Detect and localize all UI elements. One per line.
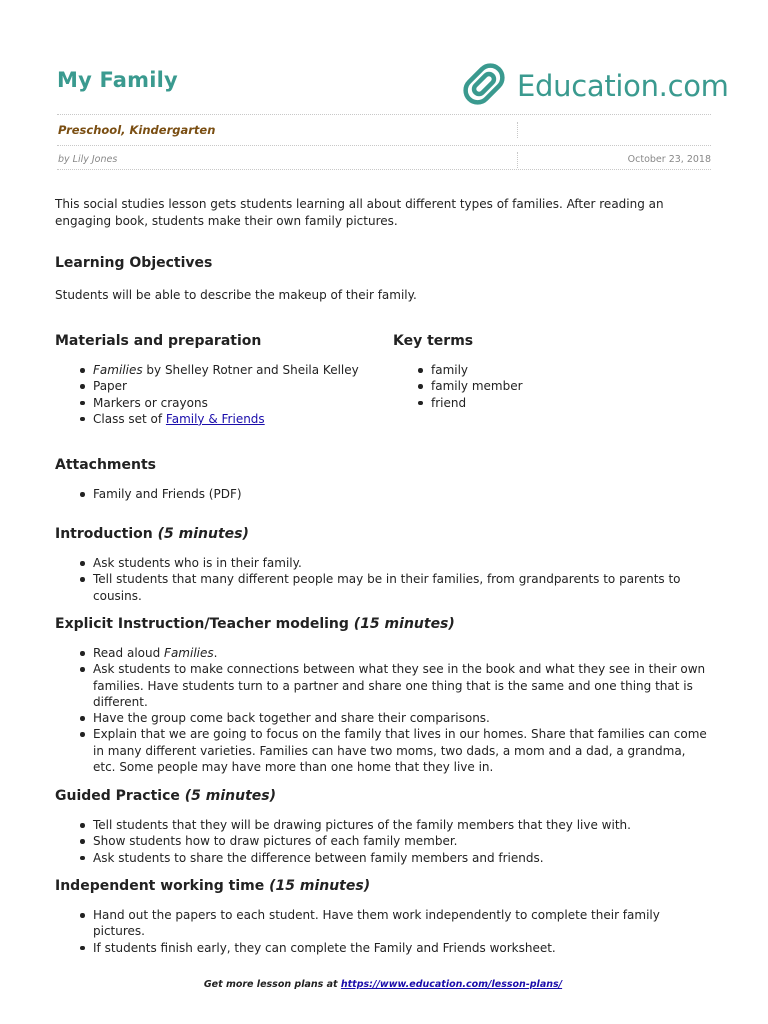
list-item: Have the group come back together and share their comparisons. xyxy=(55,710,711,726)
duration: (5 minutes) xyxy=(157,526,249,542)
list-item: Ask students who is in their family. xyxy=(55,555,711,571)
list-item: family xyxy=(393,362,693,378)
header-divider xyxy=(57,169,711,170)
list-item: Paper xyxy=(55,378,385,394)
footer: Get more lesson plans at https://www.education.com/lesson-plans/ xyxy=(203,979,563,990)
list-item: If students finish early, they can complete the Family and Friends worksheet. xyxy=(55,940,711,956)
logo-wordmark: Education.com xyxy=(517,69,729,103)
header-vertical-divider xyxy=(517,152,518,168)
materials-heading: Materials and preparation xyxy=(55,333,262,349)
guided-practice-list xyxy=(55,817,711,866)
explicit-instruction-list xyxy=(55,645,711,775)
list-item: Families by Shelley Rotner and Sheila Kelley xyxy=(55,362,385,378)
list-item: Markers or crayons xyxy=(55,395,385,411)
duration: (5 minutes) xyxy=(184,788,277,804)
introduction-list xyxy=(55,555,711,604)
attachments-list xyxy=(55,486,711,502)
list-item: family member xyxy=(393,378,693,394)
list-item: Show students how to draw pictures of each family member. xyxy=(55,833,711,849)
attachment-item[interactable]: Family and Friends (PDF) xyxy=(55,486,711,502)
guided-practice-heading: Guided Practice (5 minutes) xyxy=(55,788,277,804)
author-byline: by Lily Jones xyxy=(58,154,118,165)
list-item: Read aloud Families. xyxy=(55,645,711,661)
introduction-heading: Introduction (5 minutes) xyxy=(55,526,249,542)
materials-list xyxy=(55,362,385,427)
header-divider xyxy=(57,114,711,115)
list-item: Tell students that many different people may be in their families, from grandparents to parents to cousins. xyxy=(55,571,711,604)
key-terms-list xyxy=(393,362,693,411)
learning-objectives-text: Students will be able to describe the makeup of their family. xyxy=(55,288,417,302)
page-title: My Family xyxy=(57,68,178,92)
header-divider xyxy=(57,145,711,146)
header-vertical-divider xyxy=(517,122,518,138)
paperclip-logo-icon xyxy=(455,55,513,113)
list-item: Hand out the papers to each student. Have them work independently to complete their family pictures. xyxy=(55,907,711,940)
list-item: Tell students that they will be drawing pictures of the family members that they live with. xyxy=(55,817,711,833)
list-item: friend xyxy=(393,395,693,411)
learning-objectives-heading: Learning Objectives xyxy=(55,255,213,271)
lesson-plan-page xyxy=(55,0,729,1024)
list-item: Ask students to make connections between what they see in the book and what they see in their own families. Have students turn to a partner and share one thing that is the same and one thing that is different. xyxy=(55,661,711,710)
independent-working-list xyxy=(55,907,711,956)
book-title: Families xyxy=(93,363,143,377)
education-com-logo[interactable] xyxy=(455,55,729,113)
duration: (15 minutes) xyxy=(353,616,455,632)
attachments-heading: Attachments xyxy=(55,457,157,473)
key-terms-heading: Key terms xyxy=(393,333,474,349)
book-title: Families xyxy=(164,646,214,660)
duration: (15 minutes) xyxy=(269,878,371,894)
grade-level: Preschool, Kindergarten xyxy=(58,123,216,137)
list-item: Explain that we are going to focus on the family that lives in our homes. Share that families can come in many different varieties. Families can have two moms, two dads, a mom and a dad, a grandma, etc. Some people may have more than one home that they live in. xyxy=(55,726,711,775)
family-and-friends-link[interactable]: Family & Friends xyxy=(165,411,265,426)
publish-date: October 23, 2018 xyxy=(627,154,711,165)
explicit-instruction-heading: Explicit Instruction/Teacher modeling (15 minutes) xyxy=(55,616,455,632)
lesson-plans-link[interactable]: https://www.education.com/lesson-plans/ xyxy=(340,979,563,990)
intro-paragraph: This social studies lesson gets students learning all about different types of families. After reading an engaging book, students make their own family pictures. xyxy=(55,197,664,228)
list-item: Class set of Family & Friends xyxy=(55,411,385,427)
independent-working-heading: Independent working time (15 minutes) xyxy=(55,878,371,894)
list-item: Ask students to share the difference between family members and friends. xyxy=(55,850,711,866)
